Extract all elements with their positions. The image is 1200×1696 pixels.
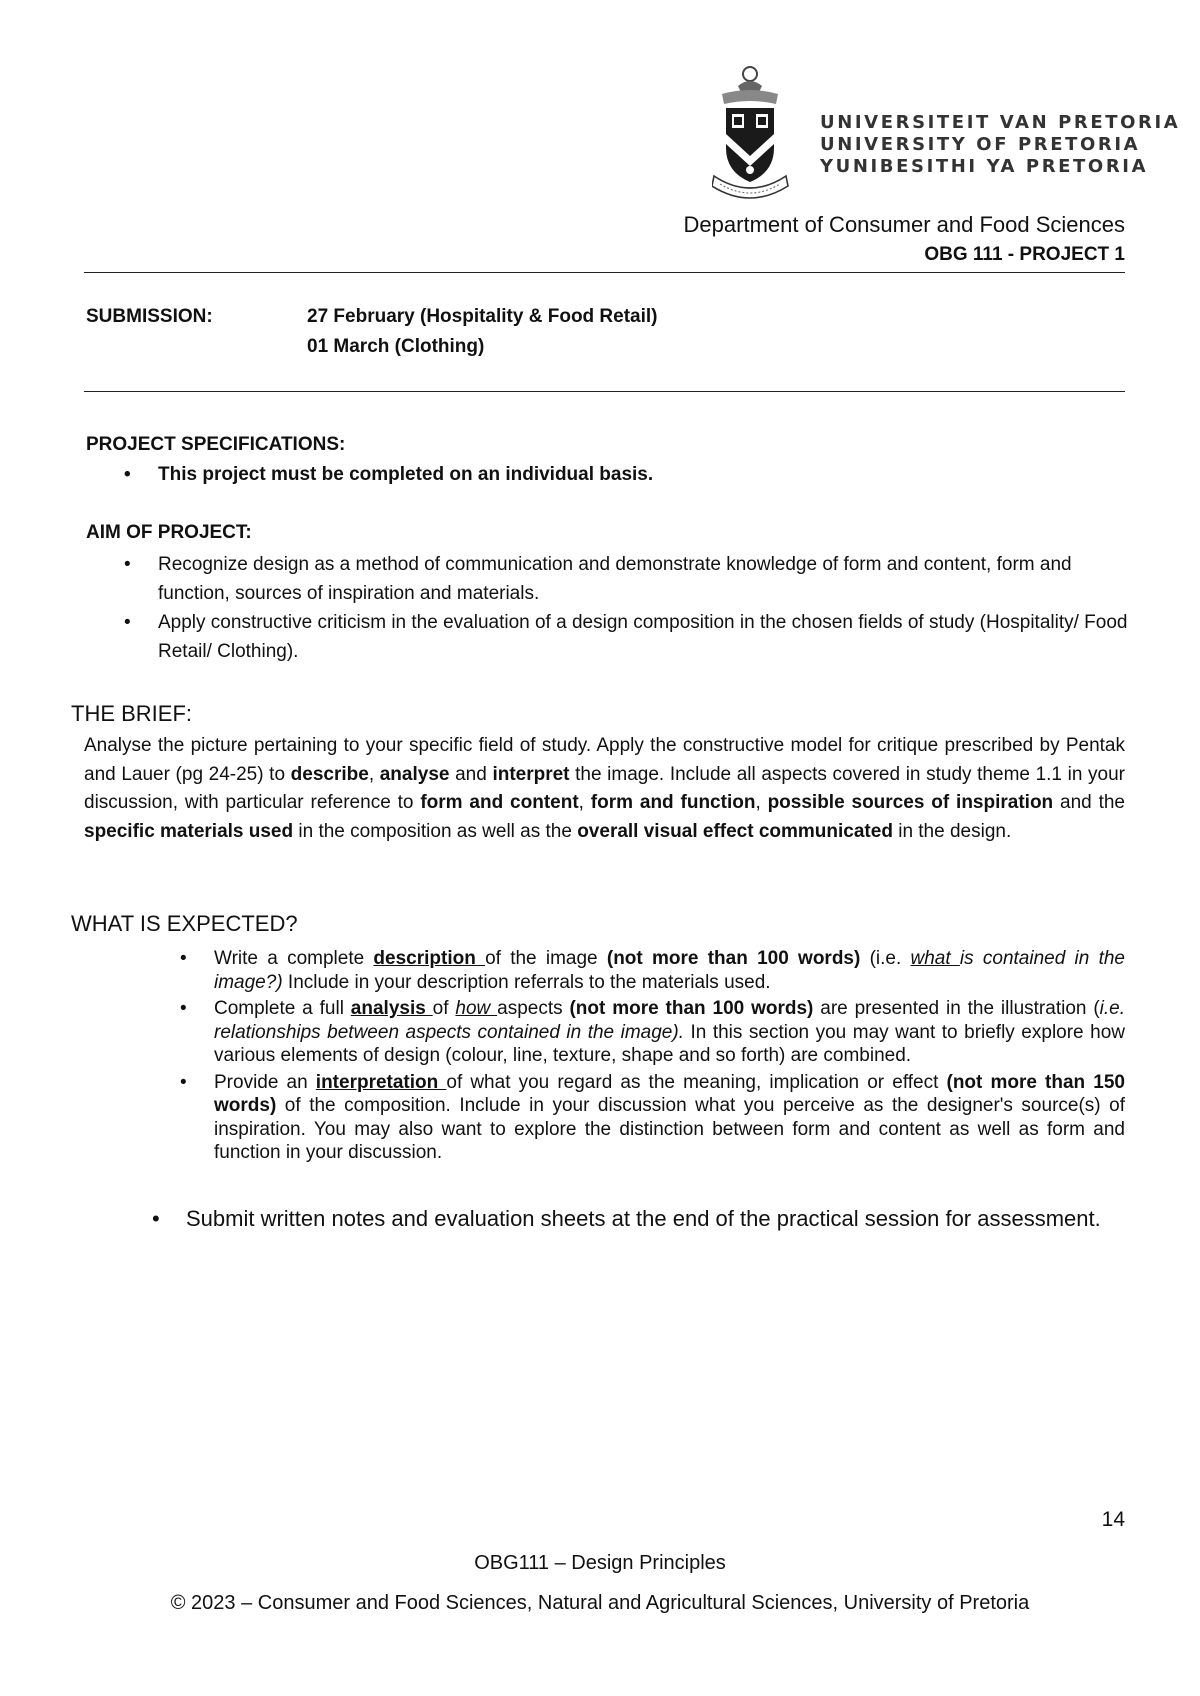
- submission-label: SUBMISSION:: [86, 306, 213, 327]
- brief-heading: THE BRIEF:: [71, 701, 193, 726]
- specifications-heading: PROJECT SPECIFICATIONS:: [86, 434, 346, 455]
- course-code: OBG 111 - PROJECT 1: [924, 244, 1125, 265]
- brief-paragraph: Analyse the picture pertaining to your specific field of study. Apply the constructive model for critique prescribed by Pentak and Lauer (pg 24-25) to describe, analyse and interpret the image. Include all aspects covered in study theme 1.1 in your discussion, with particular reference to form and content, form and function, possible sources of inspiration and the specific materials used in the composition as well as the overall visual effect communicated in the design.: [84, 735, 1126, 842]
- expected-list: [214, 947, 1125, 1168]
- aim-item: • Recognize design as a method of communication and demonstrate knowledge of form and content, form and function, sources of inspiration and materials.: [158, 550, 1128, 608]
- submission-divider: [84, 391, 1125, 392]
- footer-course: OBG111 – Design Principles: [474, 1552, 726, 1574]
- page-number: 14: [1101, 1508, 1125, 1531]
- footer-copyright: © 2023 – Consumer and Food Sciences, Natural and Agricultural Sciences, University of Pretoria: [170, 1592, 1030, 1614]
- expected-item-submit: • Submit written notes and evaluation sheets at the end of the practical session for assessment.: [186, 1206, 1125, 1232]
- specifications-list: [158, 464, 1128, 486]
- specification-item: • This project must be completed on an individual basis.: [158, 464, 1128, 486]
- university-crest-icon: [712, 64, 822, 214]
- expected-item-analysis: • Complete a full analysis of how aspects (not more than 100 words) are presented in the illustration (i.e. relationships between aspects contained in the image). In this section you may want to briefly explore how various elements of design (colour, line, texture, shape and so forth) are combined.: [214, 997, 1125, 1068]
- university-name-afrikaans: UNIVERSITEIT VAN PRETORIA: [820, 112, 1181, 133]
- aim-heading: AIM OF PROJECT:: [86, 522, 252, 543]
- submit-list: [186, 1206, 1125, 1232]
- expected-item-description: • Write a complete description of the image (not more than 100 words) (i.e. what is contained in the image?) Include in your description referrals to the materials used.: [214, 947, 1125, 994]
- expected-heading: WHAT IS EXPECTED?: [71, 911, 298, 936]
- university-name-english: UNIVERSITY OF PRETORIA: [820, 134, 1141, 155]
- department-name: Department of Consumer and Food Sciences: [683, 212, 1125, 237]
- university-name-sepedi: YUNIBESITHI YA PRETORIA: [820, 156, 1149, 177]
- expected-item-interpretation: • Provide an interpretation of what you regard as the meaning, implication or effect (not more than 150 words) of the composition. Include in your discussion what you perceive as the designer's source(s) of inspiration. You may also want to explore the distinction between form and content as well as form and function in your discussion.: [214, 1071, 1125, 1165]
- header-divider: [84, 272, 1125, 273]
- submission-date-hospitality: 27 February (Hospitality & Food Retail): [307, 306, 658, 327]
- university-names: [820, 112, 1180, 178]
- submission-date-clothing: 01 March (Clothing): [307, 336, 485, 357]
- aim-item: • Apply constructive criticism in the evaluation of a design composition in the chosen fields of study (Hospitality/ Food Retail/ Clothing).: [158, 608, 1128, 666]
- aim-list: [158, 550, 1128, 666]
